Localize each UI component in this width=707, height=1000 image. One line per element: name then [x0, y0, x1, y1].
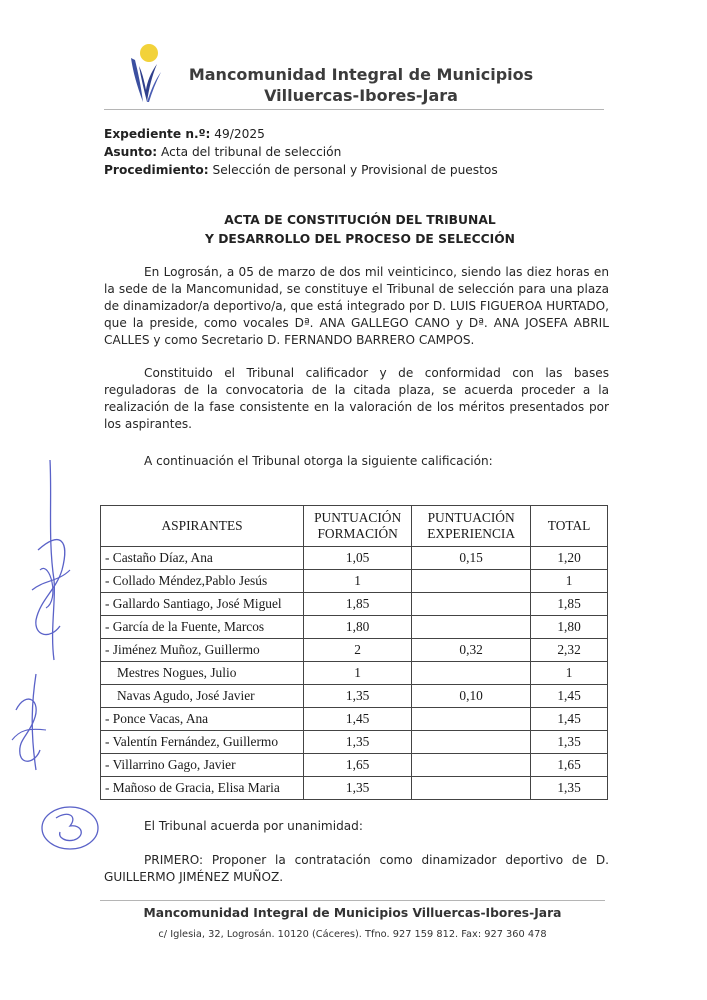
candidate-name: - Collado Méndez,Pablo Jesús [101, 570, 304, 593]
formacion-score: 1,65 [304, 754, 412, 777]
paragraph-unanimidad: El Tribunal acuerda por unanimidad: [144, 819, 363, 833]
asunto-label: Asunto: [104, 145, 158, 159]
total-score: 1,80 [531, 616, 608, 639]
organization-title-line2: Villuercas-Ibores-Jara [264, 86, 458, 105]
document-meta [104, 125, 498, 179]
formacion-score: 1,05 [304, 547, 412, 570]
document-title-line2: Y DESARROLLO DEL PROCESO DE SELECCIÓN [205, 232, 515, 246]
header-total: TOTAL [531, 506, 608, 547]
table-row [101, 547, 608, 570]
header-divider [104, 109, 604, 110]
handwritten-signature-icon [10, 440, 90, 670]
total-score: 1,45 [531, 685, 608, 708]
candidate-name: - Gallardo Santiago, José Miguel [101, 593, 304, 616]
experiencia-score [412, 662, 531, 685]
table-row [101, 777, 608, 800]
candidate-name: - Villarrino Gago, Javier [101, 754, 304, 777]
formacion-score: 1 [304, 662, 412, 685]
total-score: 1,35 [531, 777, 608, 800]
procedimiento-line [104, 161, 498, 179]
organization-title [176, 64, 546, 106]
total-score: 1 [531, 662, 608, 685]
experiencia-score [412, 593, 531, 616]
procedimiento-value: Selección de personal y Provisional de puestos [212, 163, 498, 177]
candidate-name: - Ponce Vacas, Ana [101, 708, 304, 731]
document-title [150, 211, 570, 249]
formacion-score: 1,85 [304, 593, 412, 616]
experiencia-score [412, 708, 531, 731]
procedimiento-label: Procedimiento: [104, 163, 209, 177]
formacion-score: 1 [304, 570, 412, 593]
candidate-name: - Castaño Díaz, Ana [101, 547, 304, 570]
total-score: 1,20 [531, 547, 608, 570]
experiencia-score: 0,32 [412, 639, 531, 662]
candidate-name: - Valentín Fernández, Guillermo [101, 731, 304, 754]
formacion-score: 1,35 [304, 685, 412, 708]
candidate-name: Navas Agudo, José Javier [101, 685, 304, 708]
total-score: 1,85 [531, 593, 608, 616]
experiencia-score [412, 570, 531, 593]
formacion-score: 2 [304, 639, 412, 662]
asunto-value: Acta del tribunal de selección [161, 145, 342, 159]
candidate-name: - Jiménez Muñoz, Guillermo [101, 639, 304, 662]
table-header-row [101, 506, 608, 547]
formacion-score: 1,35 [304, 731, 412, 754]
experiencia-score [412, 754, 531, 777]
header-experiencia: PUNTUACIÓN EXPERIENCIA [412, 506, 531, 547]
footer-address: c/ Iglesia, 32, Logrosán. 10120 (Cáceres). Tfno. 927 159 812. Fax: 927 360 478 [158, 929, 547, 940]
expediente-value: 49/2025 [214, 127, 265, 141]
total-score: 1 [531, 570, 608, 593]
paragraph-calificacion-intro: A continuación el Tribunal otorga la siguiente calificación: [144, 454, 493, 468]
footer-divider [100, 900, 605, 901]
total-score: 1,45 [531, 708, 608, 731]
handwritten-signature-icon [6, 670, 56, 780]
footer-organization: Mancomunidad Integral de Municipios Villuercas-Ibores-Jara [143, 906, 562, 920]
handwritten-signature-icon [38, 802, 108, 854]
formacion-score: 1,80 [304, 616, 412, 639]
candidate-name: - García de la Fuente, Marcos [101, 616, 304, 639]
candidate-name: - Mañoso de Gracia, Elisa Maria [101, 777, 304, 800]
asunto-line [104, 143, 498, 161]
experiencia-score [412, 616, 531, 639]
table-row [101, 754, 608, 777]
formacion-score: 1,45 [304, 708, 412, 731]
table-row [101, 639, 608, 662]
experiencia-score: 0,10 [412, 685, 531, 708]
total-score: 1,65 [531, 754, 608, 777]
table-row [101, 593, 608, 616]
total-score: 1,35 [531, 731, 608, 754]
expediente-label: Expediente n.º: [104, 127, 211, 141]
expediente-line [104, 125, 498, 143]
paragraph-primero: PRIMERO: Proponer la contratación como dinamizador deportivo de D. GUILLERMO JIMÉNEZ MUÑOZ. [104, 853, 609, 884]
paragraph-constitution: En Logrosán, a 05 de marzo de dos mil veinticinco, siendo las diez horas en la sede de la Mancomunidad, se constituye el Tribunal de selección para una plaza de dinamizador/a deportivo/a, que está integrado por D. LUIS FIGUEROA HURTADO, que la preside, como vocales Dª. ANA GALLEGO CANO y Dª. ANA JOSEFA ABRIL CALLES y como Secretario D. FERNANDO BARRERO CAMPOS. [104, 265, 609, 347]
header-formacion: PUNTUACIÓN FORMACIÓN [304, 506, 412, 547]
table-row [101, 708, 608, 731]
experiencia-score [412, 731, 531, 754]
mancomunidad-logo-icon [125, 42, 165, 106]
grades-table [100, 505, 608, 800]
paragraph-bases: Constituido el Tribunal calificador y de conformidad con las bases reguladoras de la convocatoria de la citada plaza, se acuerda proceder a la realización de la fase consistente en la valoración de los méritos presentados por los aspirantes. [104, 366, 609, 431]
table-row [101, 662, 608, 685]
header-aspirantes: ASPIRANTES [101, 506, 304, 547]
experiencia-score: 0,15 [412, 547, 531, 570]
document-title-line1: ACTA DE CONSTITUCIÓN DEL TRIBUNAL [224, 213, 496, 227]
organization-title-line1: Mancomunidad Integral de Municipios [188, 65, 534, 84]
table-row [101, 570, 608, 593]
experiencia-score [412, 777, 531, 800]
table-row [101, 616, 608, 639]
total-score: 2,32 [531, 639, 608, 662]
candidate-name: Mestres Nogues, Julio [101, 662, 304, 685]
formacion-score: 1,35 [304, 777, 412, 800]
table-row [101, 731, 608, 754]
table-row [101, 685, 608, 708]
